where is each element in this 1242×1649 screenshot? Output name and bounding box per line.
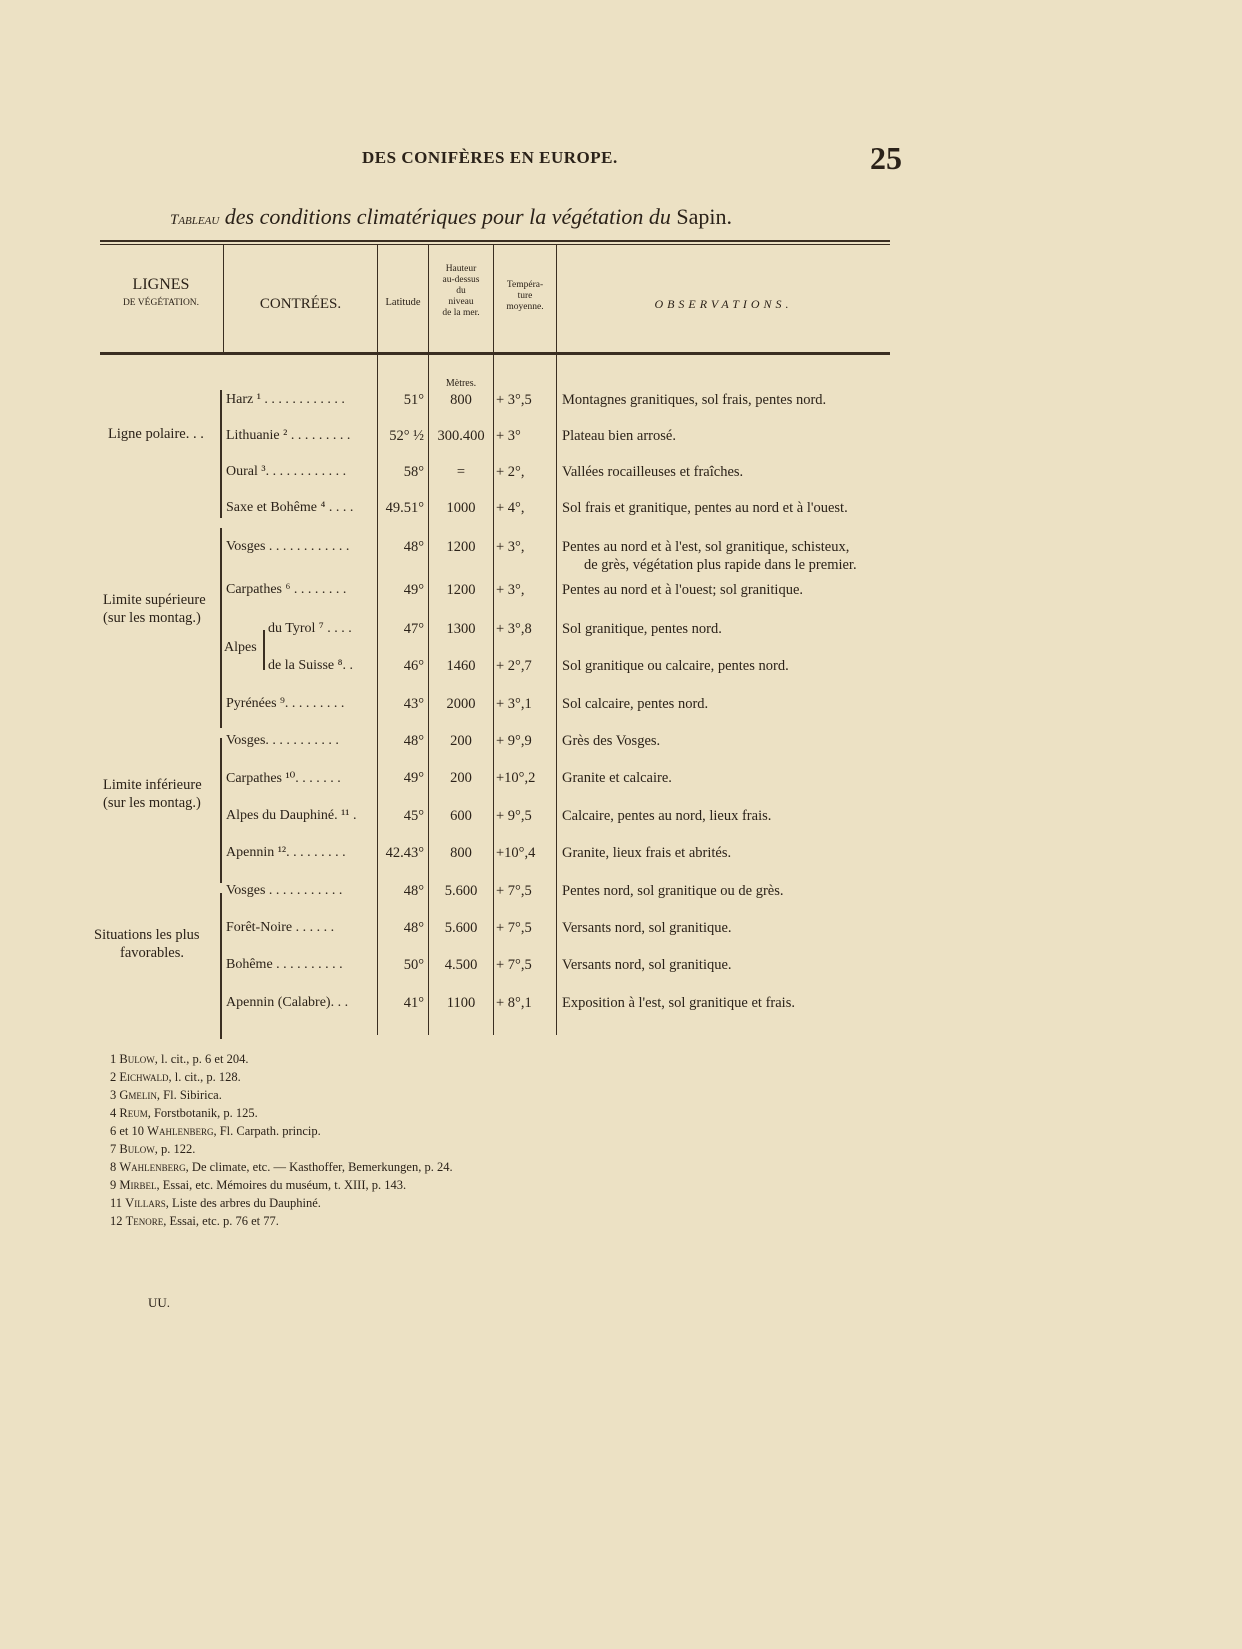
footnote-text: , Fl. Carpath. princip. <box>213 1124 321 1138</box>
footnote-author: Tenore <box>125 1214 164 1228</box>
row-temperature: + 3°,8 <box>496 621 532 637</box>
row-hauteur: 5.600 <box>444 920 478 936</box>
row-hauteur: 600 <box>450 808 472 824</box>
group-limite-superieure: Limite supérieure <box>103 592 206 608</box>
col-header-contrees: CONTRÉES. <box>259 296 342 312</box>
row-contree: Oural ³. . . . . . . . . . . . <box>226 464 347 479</box>
footnote-text: , Forstbotanik, p. 125. <box>147 1106 258 1120</box>
row-observations: Pentes nord, sol granitique ou de grès. <box>562 883 784 899</box>
footnote-author: Reum <box>119 1106 148 1120</box>
unit-metres: Mètres. <box>445 378 477 389</box>
row-observations: Grès des Vosges. <box>562 733 661 749</box>
footnote-text: , Essai, etc. Mémoires du muséum, t. XIII, p. 143. <box>156 1178 407 1192</box>
row-latitude: 49.51° <box>385 500 424 516</box>
row-hauteur: 300.400 <box>437 428 485 444</box>
row-temperature: + 2°,7 <box>496 658 532 674</box>
footnote-number: 7 <box>110 1142 117 1156</box>
col-header-latitude: Latitude <box>385 297 421 308</box>
col-header-lignes: LIGNES DE VÉGÉTATION. <box>122 276 200 309</box>
row-hauteur: 1100 <box>446 995 476 1011</box>
group-situations-sub: favorables. <box>120 945 185 961</box>
footnote-text: , l. cit., p. 128. <box>168 1070 241 1084</box>
row-contree: Alpes du Dauphiné. ¹¹ . <box>226 808 357 823</box>
footnote-text: , De climate, etc. — Kasthoffer, Bemerkungen, p. 24. <box>185 1160 453 1174</box>
row-contree: Harz ¹ . . . . . . . . . . . . <box>226 392 345 407</box>
row-observations: Sol granitique ou calcaire, pentes nord. <box>562 658 789 674</box>
brace-ligne-polaire <box>220 390 222 518</box>
row-temperature: + 3°,1 <box>496 696 532 712</box>
group-limite-inferieure-sub: (sur les montag.) <box>103 795 201 811</box>
row-observations: Vallées rocailleuses et fraîches. <box>562 464 744 480</box>
footnote-number: 8 <box>110 1160 117 1174</box>
page-number: 25 <box>870 140 902 176</box>
footnote-number: 4 <box>110 1106 117 1120</box>
row-observations-cont: de grès, végétation plus rapide dans le premier. <box>584 557 857 573</box>
header-bottom-rule <box>100 352 890 355</box>
row-observations: Sol frais et granitique, pentes au nord et à l'ouest. <box>562 500 848 516</box>
footnote-text: , Liste des arbres du Dauphiné. <box>165 1196 321 1210</box>
footnote-number: 11 <box>110 1196 123 1210</box>
col-divider-4 <box>493 245 494 1035</box>
row-temperature: + 2°, <box>496 464 525 480</box>
row-temperature: + 3°,5 <box>496 392 532 408</box>
row-latitude: 49° <box>403 582 424 598</box>
row-latitude: 47° <box>403 621 424 637</box>
row-temperature: + 4°, <box>496 500 525 516</box>
row-latitude: 58° <box>403 464 424 480</box>
row-contree: Saxe et Bohême ⁴ . . . . <box>226 500 354 515</box>
row-temperature: + 3°, <box>496 582 525 598</box>
group-situations: Situations les plus <box>94 927 200 943</box>
footnote <box>110 1160 453 1175</box>
row-contree: Pyrénées ⁹. . . . . . . . . <box>226 696 345 711</box>
row-latitude: 51° <box>403 392 424 408</box>
row-temperature: + 3° <box>496 428 521 444</box>
row-latitude: 42.43° <box>385 845 424 861</box>
row-hauteur: 4.500 <box>444 957 478 973</box>
footnote-text: , l. cit., p. 6 et 204. <box>154 1052 249 1066</box>
row-contree: Lithuanie ² . . . . . . . . . <box>226 428 351 443</box>
brace-alpes <box>263 630 265 670</box>
footnote-author: Bulow <box>119 1052 155 1066</box>
row-hauteur: 800 <box>450 845 472 861</box>
caption-prefix: Tableau <box>170 212 220 228</box>
footnote-author: Wahlenberg <box>147 1124 214 1138</box>
row-temperature: + 7°,5 <box>496 920 532 936</box>
row-contree: Apennin ¹². . . . . . . . . <box>226 845 346 860</box>
row-observations: Pentes au nord et à l'ouest; sol granitique. <box>562 582 804 598</box>
row-temperature: +10°,4 <box>496 845 536 861</box>
footnote <box>110 1088 222 1103</box>
row-contree: Bohême . . . . . . . . . . <box>226 957 343 972</box>
row-hauteur: 2000 <box>446 696 476 712</box>
caption-plant: Sapin. <box>676 204 732 229</box>
row-observations: Granite et calcaire. <box>562 770 672 786</box>
row-temperature: + 7°,5 <box>496 883 532 899</box>
row-latitude: 46° <box>403 658 424 674</box>
footnote-author: Eichwald <box>119 1070 169 1084</box>
row-observations: Versants nord, sol granitique. <box>562 920 732 936</box>
footnote <box>110 1070 241 1085</box>
row-hauteur: 1000 <box>446 500 476 516</box>
row-contree: du Tyrol ⁷ . . . . <box>268 621 352 636</box>
running-header: DES CONIFÈRES EN EUROPE. <box>362 148 618 167</box>
row-hauteur: 200 <box>450 770 472 786</box>
row-observations: Plateau bien arrosé. <box>562 428 676 444</box>
footnote-number: 1 <box>110 1052 117 1066</box>
row-latitude: 50° <box>403 957 424 973</box>
footnote-author: Wahlenberg <box>119 1160 186 1174</box>
footnote <box>110 1106 258 1121</box>
row-contree: Vosges. . . . . . . . . . . <box>226 733 339 748</box>
row-observations: Exposition à l'est, sol granitique et frais. <box>562 995 795 1011</box>
table-top-rule-thin <box>100 244 890 245</box>
row-observations: Montagnes granitiques, sol frais, pentes nord. <box>562 392 827 408</box>
row-hauteur: = <box>456 464 466 480</box>
row-latitude: 41° <box>403 995 424 1011</box>
row-contree: Vosges . . . . . . . . . . . . <box>226 539 350 554</box>
row-contree: Forêt-Noire . . . . . . <box>226 920 335 935</box>
footnote <box>110 1178 406 1193</box>
footnote <box>110 1142 195 1157</box>
row-observations: Pentes au nord et à l'est, sol granitique, schisteux, <box>562 539 850 555</box>
row-latitude: 48° <box>403 883 424 899</box>
footnote-author: Mirbel <box>119 1178 157 1192</box>
col-header-hauteur: Hauteur au-dessus du niveau de la mer. <box>442 264 480 318</box>
footnote <box>110 1196 321 1211</box>
row-hauteur: 5.600 <box>444 883 478 899</box>
footnote-number: 12 <box>110 1214 123 1228</box>
row-latitude: 43° <box>403 696 424 712</box>
footnote <box>110 1214 279 1229</box>
footnote-number: 3 <box>110 1088 117 1102</box>
row-temperature: + 9°,5 <box>496 808 532 824</box>
group-ligne-polaire: Ligne polaire. . . <box>108 426 204 442</box>
row-latitude: 45° <box>403 808 424 824</box>
row-latitude: 49° <box>403 770 424 786</box>
footnote-text: , p. 122. <box>154 1142 196 1156</box>
row-temperature: + 8°,1 <box>496 995 532 1011</box>
row-latitude: 48° <box>403 539 424 555</box>
row-hauteur: 1300 <box>446 621 476 637</box>
brace-limite-superieure <box>220 528 222 728</box>
footnote-author: Bulow <box>119 1142 155 1156</box>
row-observations: Sol granitique, pentes nord. <box>562 621 722 637</box>
footnote-text: , Essai, etc. p. 76 et 77. <box>163 1214 279 1228</box>
group-limite-inferieure: Limite inférieure <box>103 777 202 793</box>
row-temperature: + 9°,9 <box>496 733 532 749</box>
row-hauteur: 1200 <box>446 582 476 598</box>
col-divider-3 <box>428 245 429 1035</box>
footnote-author: Villars <box>125 1196 166 1210</box>
col-header-observations: OBSERVATIONS. <box>654 297 793 311</box>
footnote <box>110 1124 321 1139</box>
brace-limite-inferieure <box>220 738 222 883</box>
footnote-number: 2 <box>110 1070 117 1084</box>
row-observations: Calcaire, pentes au nord, lieux frais. <box>562 808 772 824</box>
signature-mark: UU. <box>148 1295 171 1310</box>
row-temperature: + 3°, <box>496 539 525 555</box>
row-hauteur: 1460 <box>446 658 476 674</box>
row-latitude: 52° ½ <box>389 428 424 444</box>
row-hauteur: 200 <box>450 733 472 749</box>
row-hauteur: 800 <box>450 392 472 408</box>
row-temperature: +10°,2 <box>496 770 536 786</box>
col-divider-2 <box>377 245 378 1035</box>
row-hauteur: 1200 <box>446 539 476 555</box>
row-contree: Vosges . . . . . . . . . . . <box>226 883 343 898</box>
footnote-author: Gmelin <box>119 1088 157 1102</box>
row-contree: Apennin (Calabre). . . <box>226 995 349 1010</box>
group-limite-superieure-sub: (sur les montag.) <box>103 610 201 626</box>
row-observations: Granite, lieux frais et abrités. <box>562 845 732 861</box>
footnote-number: 6 et 10 <box>110 1124 145 1138</box>
row-contree: Carpathes ¹⁰. . . . . . . <box>226 771 341 786</box>
row-latitude: 48° <box>403 920 424 936</box>
row-contree: Carpathes ⁶ . . . . . . . . <box>226 582 347 597</box>
footnote-text: , Fl. Sibirica. <box>156 1088 222 1102</box>
table-caption <box>170 204 732 230</box>
col-header-temperature: Tempéra- ture moyenne. <box>506 280 544 312</box>
footnote <box>110 1052 248 1067</box>
table-top-rule <box>100 240 890 242</box>
row-temperature: + 7°,5 <box>496 957 532 973</box>
row-observations: Sol calcaire, pentes nord. <box>562 696 709 712</box>
alpes-label: Alpes <box>224 640 257 655</box>
col-divider-5 <box>556 245 557 1035</box>
footnote-number: 9 <box>110 1178 117 1192</box>
row-contree: de la Suisse ⁸. . <box>268 658 353 673</box>
caption-text: des conditions climatériques pour la végétation du <box>224 204 671 229</box>
row-latitude: 48° <box>403 733 424 749</box>
brace-situations <box>220 893 222 1039</box>
row-observations: Versants nord, sol granitique. <box>562 957 732 973</box>
